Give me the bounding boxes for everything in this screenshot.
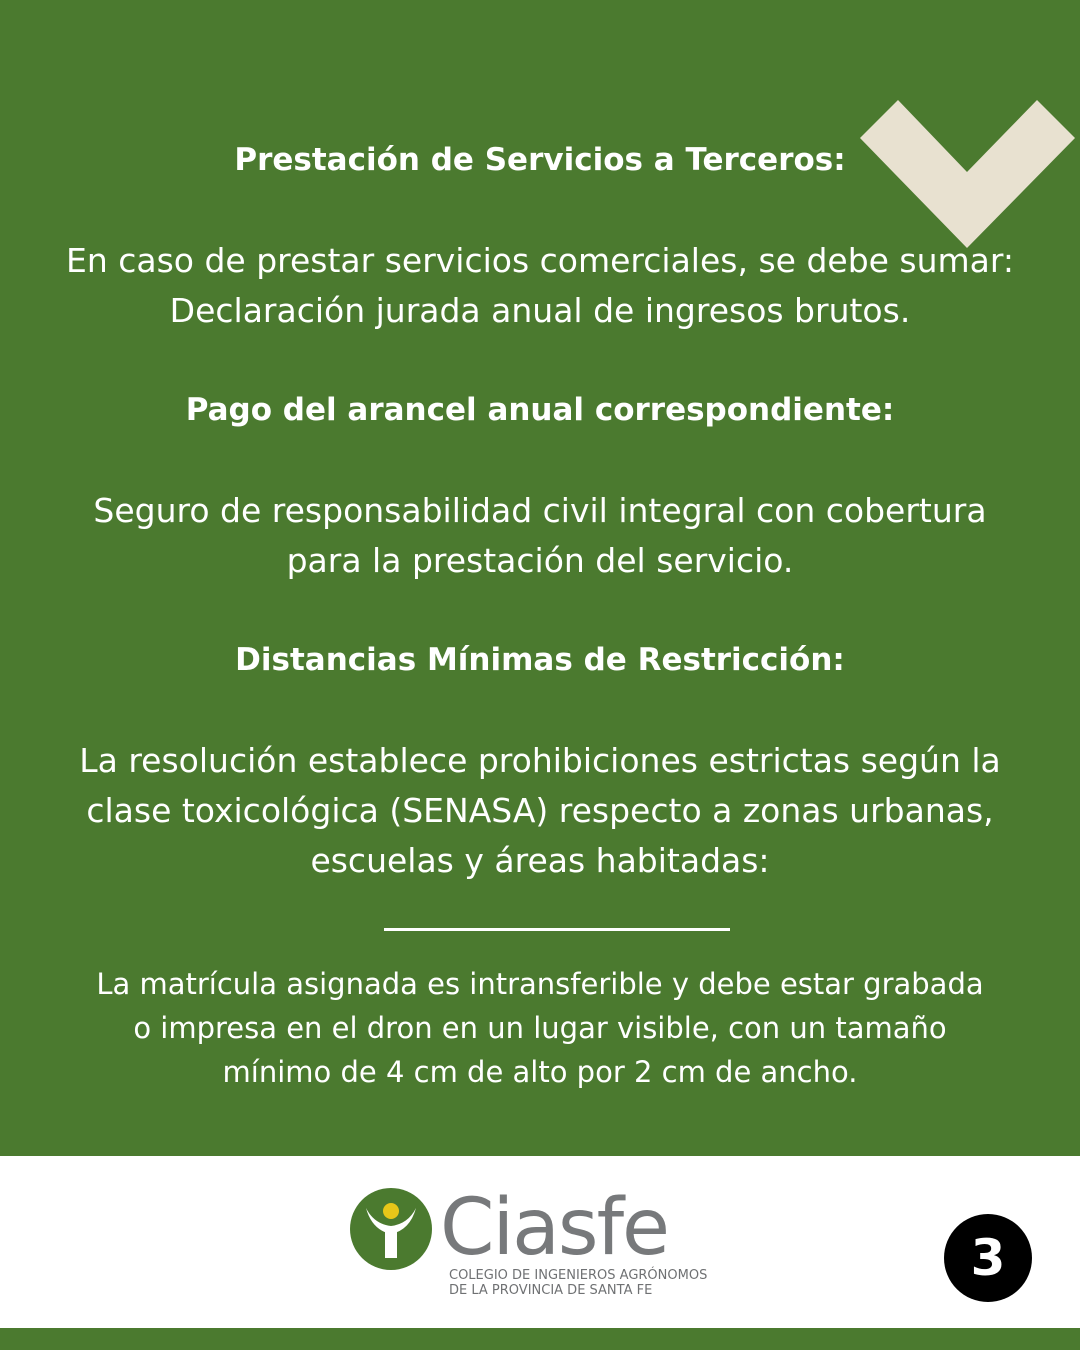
insurance-text — [20, 486, 1060, 586]
services-text — [20, 236, 1060, 336]
insurance-line-1: Seguro de responsabilidad civil integral con cobertura — [93, 491, 987, 530]
ciasfe-logo-icon — [350, 1188, 432, 1270]
bottom-strip — [0, 1328, 1080, 1350]
registration-line-3: mínimo de 4 cm de alto por 2 cm de ancho. — [222, 1055, 858, 1089]
logo-subtitle-line-2: DE LA PROVINCIA DE SANTA FE — [449, 1283, 653, 1298]
registration-note — [40, 962, 1040, 1094]
services-line-1: En caso de prestar servicios comerciales, se debe sumar: — [65, 241, 1015, 280]
logo-subtitle-line-1: COLEGIO DE INGENIEROS AGRÓNOMOS — [449, 1268, 708, 1283]
distances-line-1: La resolución establece prohibiciones estrictas según la — [79, 741, 1001, 780]
distances-text — [20, 736, 1060, 886]
heading-fee: Pago del arancel anual correspondiente: — [185, 392, 895, 428]
logo-wordmark: Ciasfe — [440, 1183, 669, 1273]
section-divider — [384, 928, 730, 931]
heading-distances: Distancias Mínimas de Restricción: — [235, 642, 845, 678]
page-number-badge: 3 — [944, 1214, 1032, 1302]
heading-services: Prestación de Servicios a Terceros: — [234, 142, 846, 178]
registration-line-2: o impresa en el dron en un lugar visible, con un tamaño — [133, 1011, 947, 1045]
registration-line-1: La matrícula asignada es intransferible y debe estar grabada — [96, 967, 984, 1001]
logo-subtitle — [449, 1268, 707, 1298]
services-line-2: Declaración jurada anual de ingresos brutos. — [169, 291, 911, 330]
distances-line-3: escuelas y áreas habitadas: — [310, 841, 770, 880]
distances-line-2: clase toxicológica (SENASA) respecto a zonas urbanas, — [86, 791, 994, 830]
insurance-line-2: para la prestación del servicio. — [286, 541, 794, 580]
